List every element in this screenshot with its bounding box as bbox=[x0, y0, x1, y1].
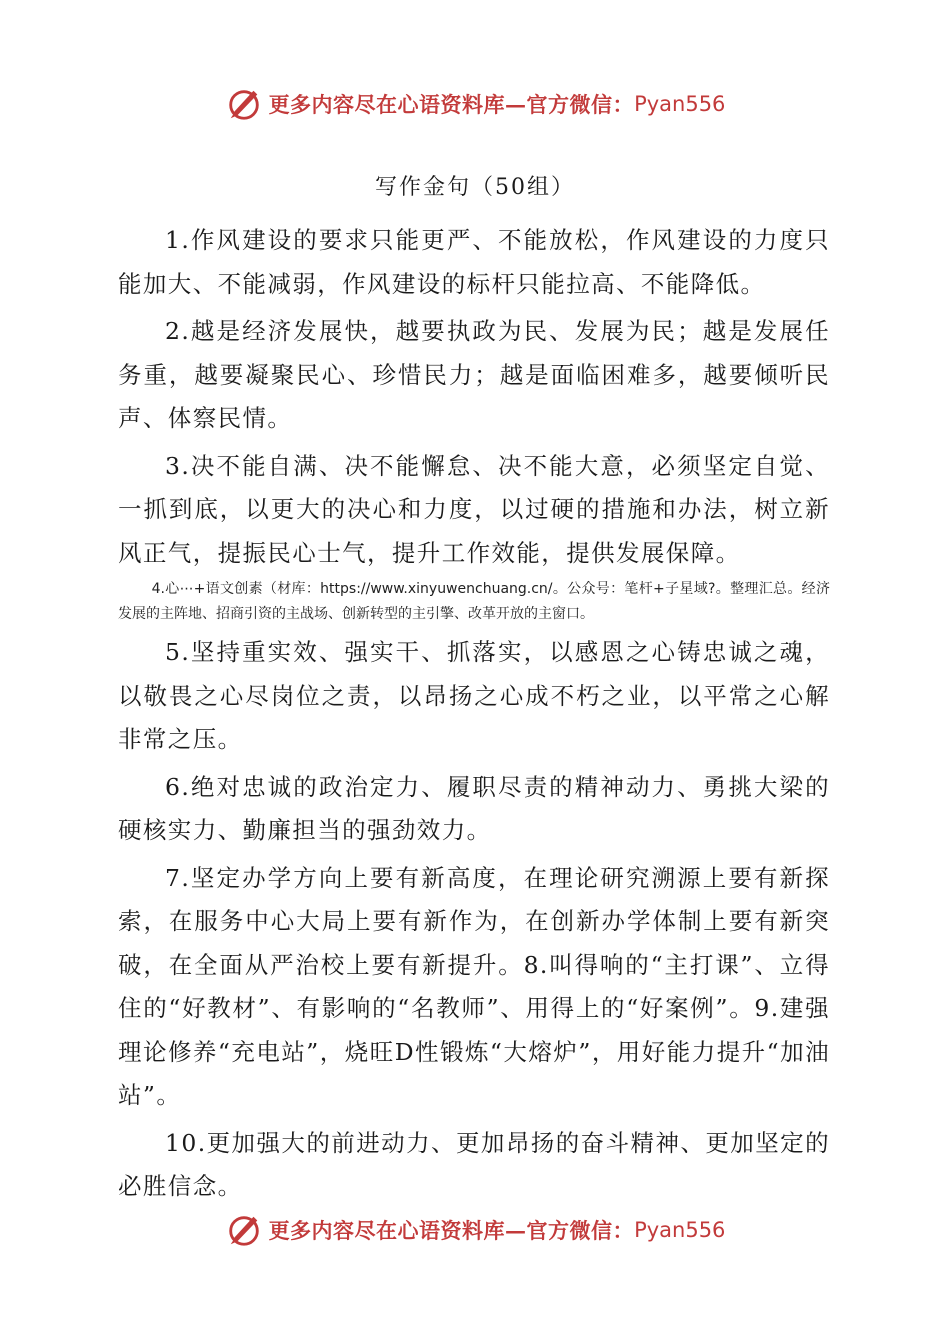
header-banner bbox=[0, 84, 950, 124]
paragraph-7: 7.坚定办学方向上要有新高度，在理论研究溯源上要有新探索，在服务中心大局上要有新作为，在创新办学体制上要有新突破，在全面从严治校上要有新提升。8.叫得响的“主打课”、立得住的“好教材”、有影响的“名教师”、用得上的“好案例”。9.建强理论修养“充电站”，烧旺D性锻炼“大熔炉”，用好能力提升“加油站”。 bbox=[118, 863, 830, 1109]
footer-banner-handle: Pyan556 bbox=[634, 1218, 726, 1242]
paragraph-10: 10.更加强大的前进动力、更加昂扬的奋斗精神、更加坚定的必胜信念。 bbox=[118, 1128, 830, 1200]
pen-nib-logo-icon bbox=[225, 85, 263, 123]
paragraph-3: 3.决不能自满、决不能懈怠、决不能大意，必须坚定自觉、一抓到底，以更大的决心和力度，以过硬的措施和办法，树立新风正气，提振民心士气，提升工作效能，提供发展保障。 bbox=[118, 451, 830, 567]
pen-nib-logo-icon bbox=[225, 1211, 263, 1249]
header-banner-handle: Pyan556 bbox=[634, 92, 726, 116]
document-title: 写作金句（50组） bbox=[375, 175, 575, 200]
header-banner-text: 更多内容尽在心语资料库—官方微信： bbox=[268, 92, 635, 117]
paragraph-4-source-note: 4.心⋯+语文创素（材库：https://www.xinyuwenchuang.cn/。公众号：笔杆+子星域?。整理汇总。经济发展的主阵地、招商引资的主战场、创新转型的主引擎、改革开放的主窗口。 bbox=[118, 581, 830, 622]
paragraph-5: 5.坚持重实效、强实干、抓落实，以感恩之心铸忠诚之魂，以敬畏之心尽岗位之责，以昂扬之心成不朽之业，以平常之心解非常之压。 bbox=[118, 638, 830, 753]
paragraph-2: 2.越是经济发展快，越要执政为民、发展为民；越是发展任务重，越要凝聚民心、珍惜民力；越是面临困难多，越要倾听民声、体察民情。 bbox=[118, 317, 830, 432]
paragraph-6: 6.绝对忠诚的政治定力、履职尽责的精神动力、勇挑大梁的硬核实力、勤廉担当的强劲效力。 bbox=[118, 772, 830, 844]
footer-banner-text: 更多内容尽在心语资料库—官方微信： bbox=[268, 1218, 635, 1243]
footer-banner bbox=[0, 1210, 950, 1250]
paragraph-1: 1.作风建设的要求只能更严、不能放松，作风建设的力度只能加大、不能减弱，作风建设的标杆只能拉高、不能降低。 bbox=[118, 226, 830, 298]
document-body bbox=[118, 219, 830, 1209]
